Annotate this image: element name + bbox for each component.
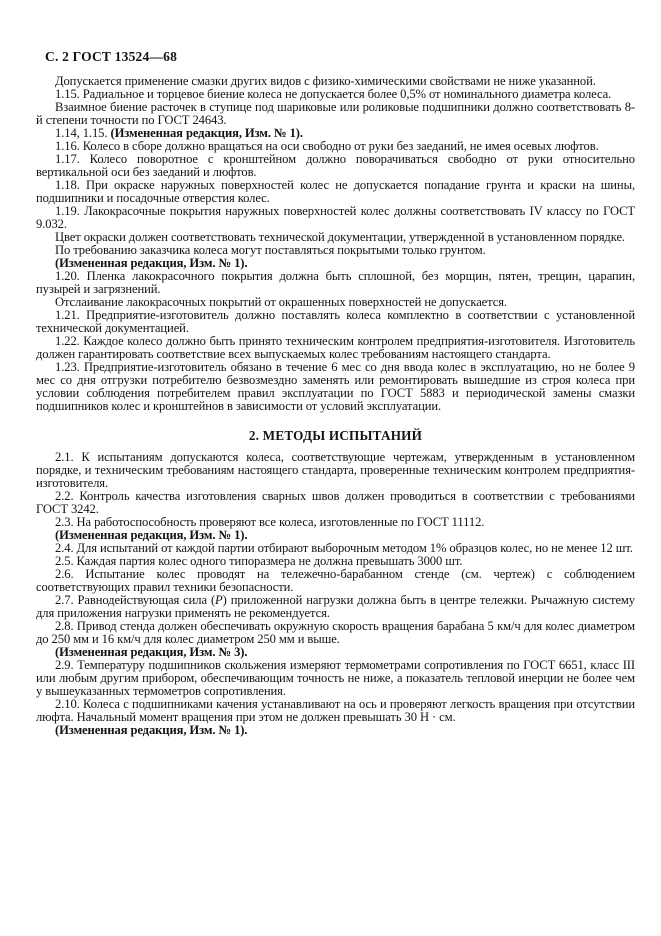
text-run: (Измененная редакция, Изм. № 1). — [55, 256, 248, 270]
paragraph — [36, 698, 635, 724]
text-run: 2.6. Испытание колес проводят на тележечно-барабанном стенде (см. чертеж) с соблюдением соответствующих правил техники безопасности. — [36, 567, 635, 594]
text-run: 2. МЕТОДЫ ИСПЫТАНИЙ — [248, 428, 423, 443]
paragraph — [36, 335, 635, 361]
paragraph — [36, 270, 635, 296]
text-run: (Измененная редакция, Изм. № 3). — [55, 645, 248, 659]
paragraph — [36, 309, 635, 335]
text-run: 1.21. Предприятие-изготовитель должно поставлять колеса комплектно в соответствии с установленной технической документацией. — [36, 308, 635, 335]
text-run: ) приложенной нагрузки должна быть в центре тележки. Рычажную систему для приложения нагрузки применять не рекомендуется. — [36, 593, 636, 620]
paragraph — [36, 620, 635, 646]
text-run: 1.23. Предприятие-изготовитель обязано в течение 6 мес со дня ввода колес в эксплуатацию, но не более 9 мес со дня отгрузки потребителю безвозмездно заменять или ремонтировать вышедшие из строя колеса при условии соблюдения потребителем правил эксплуатации по ГОСТ 5883 и периодической замены смазки подшипников колес и кронштейнов в зависимости от условий эксплуатации. — [36, 360, 635, 413]
text-run: 2.7. Равнодействующая сила ( — [55, 593, 216, 607]
text-run: 2.10. Колеса с подшипниками качения устанавливают на ось и проверяют легкость вращения при отсутствии люфта. Начальный момент вращения при этом не должен превышать 30 Н · см. — [36, 697, 635, 724]
text-run: 1.16. Колесо в сборе должно вращаться на оси свободно от руки без заеданий, не имея осевых люфтов. — [55, 139, 599, 153]
text-run: Отслаивание лакокрасочных покрытий от окрашенных поверхностей не допускается. — [55, 295, 507, 309]
text-run: 1.18. При окраске наружных поверхностей колес не допускается попадание грунта и краски на шины, подшипники и посадочные отверстия колес. — [36, 178, 635, 205]
paragraph — [36, 101, 635, 127]
text-run: 2.5. Каждая партия колес одного типоразмера не должна превышать 3000 шт. — [55, 554, 463, 568]
text-run: Взаимное биение расточек в ступице под шариковые или роликовые подшипники должно соответствовать 8-й степени точности по ГОСТ 24643. — [36, 100, 635, 127]
text-run: 1.15. Радиальное и торцевое биение колеса не допускается более 0,5% от номинального диаметра колеса. — [55, 87, 612, 101]
document-body — [36, 75, 635, 737]
text-run: Цвет окраски должен соответствовать технической документации, утвержденной в установленном порядке. — [55, 230, 625, 244]
section-heading — [36, 429, 635, 442]
text-run: 1.14, 1.15. — [55, 126, 111, 140]
text-run: (Измененная редакция, Изм. № 1). — [110, 126, 303, 140]
amendment-note — [36, 724, 635, 737]
paragraph — [36, 205, 635, 231]
text-run: Р — [215, 593, 223, 607]
paragraph — [36, 659, 635, 698]
paragraph — [36, 153, 635, 179]
text-run: 1.19. Лакокрасочные покрытия наружных поверхностей колес должны соответствовать IV классу по ГОСТ 9.032. — [36, 204, 635, 231]
text-run: 1.17. Колесо поворотное с кронштейном должно поворачиваться свободно от руки относительно вертикальной оси без заеданий и люфтов. — [36, 152, 635, 179]
paragraph — [36, 568, 635, 594]
paragraph — [36, 490, 635, 516]
text-run: 2.4. Для испытаний от каждой партии отбирают выборочным методом 1% образцов колес, но не менее 12 шт. — [55, 541, 633, 555]
paragraph — [36, 594, 635, 620]
text-run: Допускается применение смазки других видов с физико-химическими свойствами не ниже указанной. — [55, 74, 596, 88]
text-run: 2.1. К испытаниям допускаются колеса, соответствующие чертежам, утвержденным в установленном порядке, и техническим требованиям настоящего стандарта, проверенные техническим контролем предприятия-изготовителя. — [36, 450, 635, 490]
text-run: 2.2. Контроль качества изготовления сварных швов должен проводиться в соответствии с требованиями ГОСТ 3242. — [36, 489, 635, 516]
text-run: По требованию заказчика колеса могут поставляться покрытыми только грунтом. — [55, 243, 486, 257]
paragraph — [36, 361, 635, 413]
paragraph — [36, 451, 635, 490]
text-run: 2.9. Температуру подшипников скольжения измеряют термометрами сопротивления по ГОСТ 6651, класс III или любым другим прибором, обеспечивающим точность не ниже, а показатель тепловой инерции не более чем у вышеуказанных термометров сопротивления. — [36, 658, 635, 698]
text-run: (Измененная редакция, Изм. № 1). — [55, 723, 248, 737]
page-header: С. 2 ГОСТ 13524—68 — [45, 49, 178, 64]
text-run: 2.8. Привод стенда должен обеспечивать окружную скорость вращения барабана 5 км/ч для колес диаметром до 250 мм и 16 км/ч для колес диаметром 250 мм и выше. — [36, 619, 635, 646]
text-run: (Измененная редакция, Изм. № 1). — [55, 528, 248, 542]
text-run: 2.3. На работоспособность проверяют все колеса, изготовленные по ГОСТ 11112. — [55, 515, 485, 529]
text-run: 1.20. Пленка лакокрасочного покрытия должна быть сплошной, без морщин, пятен, трещин, царапин, пузырей и загрязнений. — [36, 269, 635, 296]
paragraph — [36, 179, 635, 205]
text-run: 1.22. Каждое колесо должно быть принято техническим контролем предприятия-изготовителя. Изготовитель должен гарантировать соответствие всех выпускаемых колес требованиям настоящего стандарта. — [36, 334, 635, 361]
